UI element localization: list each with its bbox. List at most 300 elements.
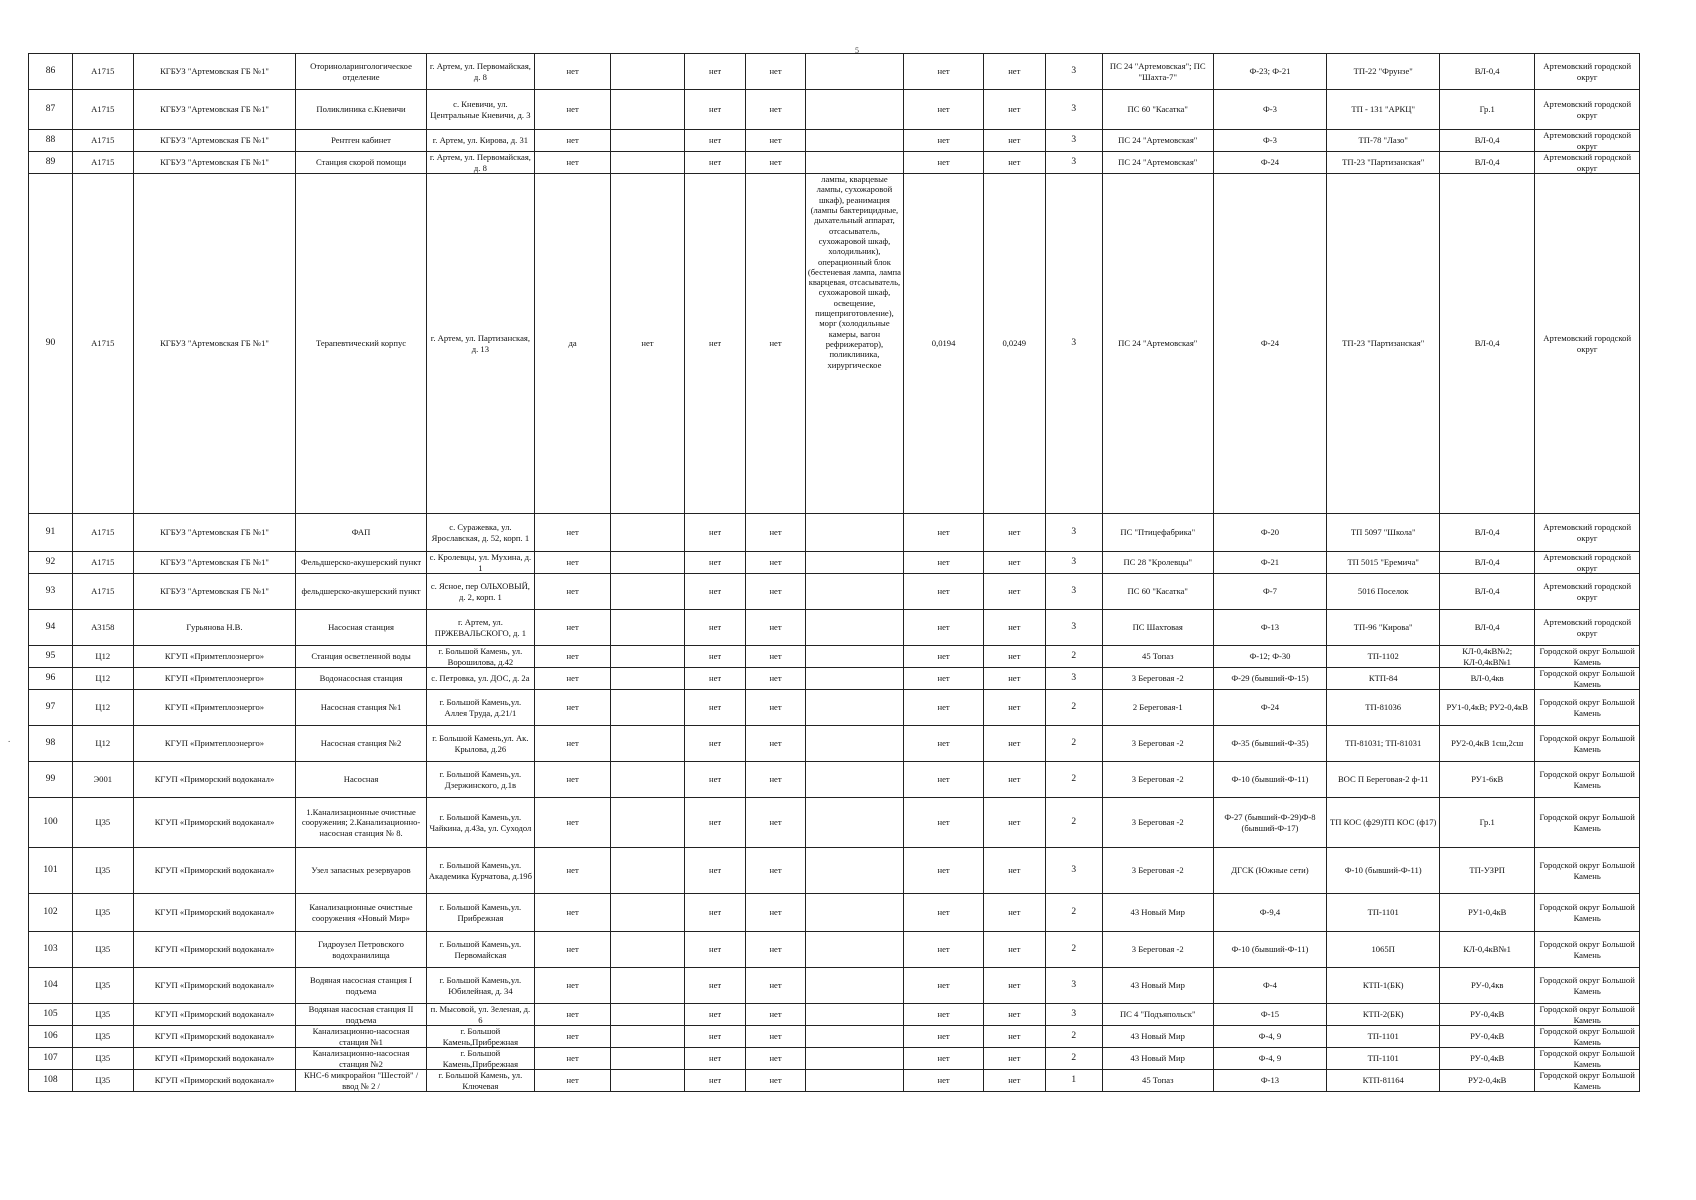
table-cell: Городской округ Большой Камень [1535, 726, 1640, 762]
table-cell [611, 90, 685, 130]
table-cell: Ф-7 [1213, 574, 1327, 610]
table-cell: КГУП «Примтеплоэнерго» [133, 668, 296, 690]
table-cell: п. Мысовой, ул. Зеленая, д. 6 [426, 1004, 535, 1026]
table-cell [805, 726, 903, 762]
table-cell [805, 54, 903, 90]
table-cell [805, 514, 903, 552]
table-cell: ТП-1101 [1327, 1048, 1440, 1070]
table-cell: 2 [1045, 932, 1102, 968]
table-cell [611, 54, 685, 90]
table-cell: нет [984, 610, 1045, 646]
table-cell: 2 [1045, 646, 1102, 668]
table-cell [805, 668, 903, 690]
table-cell: Артемовский городской округ [1535, 54, 1640, 90]
table-cell: нет [904, 152, 984, 174]
table-cell: Насосная [296, 762, 426, 798]
table-cell: КГУП «Приморский водоканал» [133, 968, 296, 1004]
table-cell: нет [904, 1026, 984, 1048]
table-cell: Ц35 [73, 848, 133, 894]
table-cell: г. Большой Камень,ул. Аллея Труда, д.21/1 [426, 690, 535, 726]
table-cell: нет [535, 152, 611, 174]
table-cell: нет [984, 726, 1045, 762]
table-cell: нет [535, 130, 611, 152]
table-row [29, 152, 1640, 174]
table-cell: нет [984, 668, 1045, 690]
table-cell [805, 690, 903, 726]
table-cell: Фельдшерско-акушерский пункт [296, 552, 426, 574]
table-cell: 86 [29, 54, 73, 90]
table-cell: нет [904, 932, 984, 968]
table-row [29, 894, 1640, 932]
table-cell [611, 552, 685, 574]
table-cell: ВЛ-0,4 [1440, 514, 1535, 552]
table-cell: Ф-15 [1213, 1004, 1327, 1026]
table-cell: Канализационно-насосная станция №2 [296, 1048, 426, 1070]
table-cell: 3 Береговая -2 [1102, 932, 1213, 968]
table-cell: ТП-1102 [1327, 646, 1440, 668]
table-row [29, 130, 1640, 152]
table-cell: нет [535, 932, 611, 968]
table-cell [611, 932, 685, 968]
table-row [29, 1048, 1640, 1070]
table-cell: A1715 [73, 174, 133, 514]
table-cell [611, 894, 685, 932]
table-cell: нет [984, 968, 1045, 1004]
table-cell: ВЛ-0,4 [1440, 610, 1535, 646]
table-cell: 2 [1045, 798, 1102, 848]
table-cell: Городской округ Большой Камень [1535, 848, 1640, 894]
table-cell: нет [684, 54, 745, 90]
table-cell [805, 574, 903, 610]
table-cell: Гурьянова Н.В. [133, 610, 296, 646]
table-cell: 3 [1045, 174, 1102, 514]
table-cell: нет [904, 668, 984, 690]
table-cell: КГУП «Приморский водоканал» [133, 894, 296, 932]
table-cell: нет [535, 690, 611, 726]
table-row [29, 932, 1640, 968]
table-cell: 1 [1045, 1070, 1102, 1092]
table-cell: 3 Береговая -2 [1102, 798, 1213, 848]
table-cell [611, 152, 685, 174]
table-cell: Городской округ Большой Камень [1535, 894, 1640, 932]
table-cell: ТП-81031; ТП-81031 [1327, 726, 1440, 762]
table-row [29, 610, 1640, 646]
table-cell: 43 Новый Мир [1102, 968, 1213, 1004]
table-cell: нет [746, 1048, 805, 1070]
table-cell: 1.Канализационные очистные сооружения; 2.Канализационно-насосная станция № 8. [296, 798, 426, 848]
table-cell: 2 [1045, 762, 1102, 798]
table-cell: нет [535, 848, 611, 894]
table-cell: Городской округ Большой Камень [1535, 762, 1640, 798]
table-cell: нет [684, 646, 745, 668]
table-cell: г. Большой Камень,ул. Первомайская [426, 932, 535, 968]
table-cell: 90 [29, 174, 73, 514]
table-cell: КГБУЗ "Артемовская ГБ №1" [133, 574, 296, 610]
table-row [29, 552, 1640, 574]
table-cell: фельдшерско-акушерский пункт [296, 574, 426, 610]
table-cell: Городской округ Большой Камень [1535, 646, 1640, 668]
table-row [29, 1026, 1640, 1048]
table-cell: 3 Береговая -2 [1102, 668, 1213, 690]
table-cell: A1715 [73, 574, 133, 610]
table-cell: нет [746, 668, 805, 690]
table-row [29, 574, 1640, 610]
table-cell: нет [746, 90, 805, 130]
table-cell: нет [684, 90, 745, 130]
table-cell: 2 [1045, 894, 1102, 932]
table-cell: нет [746, 1004, 805, 1026]
table-cell: Ф-24 [1213, 690, 1327, 726]
table-cell: нет [904, 552, 984, 574]
table-cell: Гр.1 [1440, 90, 1535, 130]
table-cell: нет [904, 968, 984, 1004]
table-cell: 101 [29, 848, 73, 894]
table-cell: г. Артем, ул. Кирова, д. 31 [426, 130, 535, 152]
table-cell: Водонасосная станция [296, 668, 426, 690]
table-cell: ВЛ-0,4 [1440, 130, 1535, 152]
table-cell: Артемовский городской округ [1535, 552, 1640, 574]
table-cell: нет [535, 1004, 611, 1026]
table-cell: A1715 [73, 90, 133, 130]
table-cell: КГУП «Приморский водоканал» [133, 1070, 296, 1092]
table-cell: ПС 60 "Касатка" [1102, 90, 1213, 130]
table-cell: нет [684, 668, 745, 690]
table-cell: нет [535, 90, 611, 130]
table-cell: 1065П [1327, 932, 1440, 968]
table-cell: нет [904, 574, 984, 610]
table-cell: КГУП «Приморский водоканал» [133, 762, 296, 798]
table-cell: нет [904, 762, 984, 798]
table-cell: Ц12 [73, 668, 133, 690]
table-cell: ВЛ-0,4 [1440, 174, 1535, 514]
table-cell: Э001 [73, 762, 133, 798]
table-cell: КГУП «Приморский водоканал» [133, 1004, 296, 1026]
table-cell: Ф-12; Ф-30 [1213, 646, 1327, 668]
table-cell: ТП-22 "Фрунзе" [1327, 54, 1440, 90]
table-cell: Ф-10 (бывший-Ф-11) [1213, 932, 1327, 968]
table-cell [611, 668, 685, 690]
table-cell: нет [535, 726, 611, 762]
table-cell: РУ2-0,4кВ [1440, 1070, 1535, 1092]
table-cell: Ф-20 [1213, 514, 1327, 552]
table-cell: нет [984, 152, 1045, 174]
table-cell: 92 [29, 552, 73, 574]
table-cell [611, 968, 685, 1004]
table-cell [805, 848, 903, 894]
table-cell: нет [535, 552, 611, 574]
margin-dot: . [8, 734, 11, 744]
table-cell: нет [904, 726, 984, 762]
table-cell: ТП-23 "Партизанская" [1327, 152, 1440, 174]
table-cell: Артемовский городской округ [1535, 514, 1640, 552]
table-row [29, 174, 1640, 514]
table-cell: нет [746, 762, 805, 798]
table-cell: КГБУЗ "Артемовская ГБ №1" [133, 174, 296, 514]
table-cell: нет [984, 1004, 1045, 1026]
table-cell: 3 [1045, 668, 1102, 690]
table-cell: Оториноларингологическое отделение [296, 54, 426, 90]
table-cell: КТП-1(БК) [1327, 968, 1440, 1004]
table-cell: нет [746, 610, 805, 646]
table-cell: Ц35 [73, 894, 133, 932]
table-cell [611, 646, 685, 668]
table-cell: нет [535, 1048, 611, 1070]
table-cell [611, 726, 685, 762]
table-cell: Городской округ Большой Камень [1535, 968, 1640, 1004]
table-cell [611, 1070, 685, 1092]
table-cell: нет [535, 54, 611, 90]
table-cell: нет [684, 552, 745, 574]
table-cell: нет [904, 1004, 984, 1026]
table-cell: КГБУЗ "Артемовская ГБ №1" [133, 90, 296, 130]
table-cell: 43 Новый Мир [1102, 1026, 1213, 1048]
table-cell: Канализационно-насосная станция №1 [296, 1026, 426, 1048]
table-cell: нет [746, 690, 805, 726]
table-cell: 100 [29, 798, 73, 848]
table-cell: нет [684, 894, 745, 932]
table-cell: 87 [29, 90, 73, 130]
table-cell: нет [684, 130, 745, 152]
table-cell: РУ1-0,4кВ; РУ2-0,4кВ [1440, 690, 1535, 726]
table-cell: г. Артем, ул. Партизанская, д. 13 [426, 174, 535, 514]
table-cell: 2 [1045, 726, 1102, 762]
table-cell: с. Петровка, ул. ДОС, д. 2а [426, 668, 535, 690]
table-cell: КГУП «Приморский водоканал» [133, 1026, 296, 1048]
table-cell: A3158 [73, 610, 133, 646]
table-cell: Ф-10 (бывший-Ф-11) [1213, 762, 1327, 798]
table-cell: нет [535, 610, 611, 646]
table-cell: Рентген кабинет [296, 130, 426, 152]
table-cell: ВЛ-0,4 [1440, 152, 1535, 174]
table-cell: ТП - 131 "АРКЦ" [1327, 90, 1440, 130]
table-cell [611, 848, 685, 894]
table-cell: ТП-81036 [1327, 690, 1440, 726]
table-cell: Ф-24 [1213, 174, 1327, 514]
table-cell: 3 Береговая -2 [1102, 726, 1213, 762]
table-cell: Ф-4, 9 [1213, 1026, 1327, 1048]
table-cell: нет [904, 798, 984, 848]
table-cell [611, 1048, 685, 1070]
table-cell [611, 574, 685, 610]
table-cell: Терапевтический корпус [296, 174, 426, 514]
table-cell [805, 894, 903, 932]
table-cell: ПС 60 "Касатка" [1102, 574, 1213, 610]
table-cell: 3 Береговая -2 [1102, 762, 1213, 798]
table-cell: 96 [29, 668, 73, 690]
table-cell [805, 798, 903, 848]
table-cell: Поликлиника с.Кневичи [296, 90, 426, 130]
table-cell: г. Большой Камень,Прибрежная [426, 1048, 535, 1070]
table-cell: Ф-13 [1213, 1070, 1327, 1092]
table-cell [805, 90, 903, 130]
table-cell: нет [535, 894, 611, 932]
table-cell: нет [904, 1070, 984, 1092]
table-cell: нет [746, 894, 805, 932]
table-cell: нет [684, 798, 745, 848]
table-cell: 2 Береговая-1 [1102, 690, 1213, 726]
table-cell: 89 [29, 152, 73, 174]
table-cell: КНС-6 микрорайон "Шестой" / ввод № 2 / [296, 1070, 426, 1092]
table-cell: нет [904, 54, 984, 90]
table-cell: 108 [29, 1070, 73, 1092]
table-cell [805, 552, 903, 574]
table-cell: нет [684, 690, 745, 726]
table-cell: 3 [1045, 968, 1102, 1004]
table-cell: Ц35 [73, 1048, 133, 1070]
table-cell: нет [904, 90, 984, 130]
table-cell: нет [984, 798, 1045, 848]
table-cell: нет [904, 690, 984, 726]
table-cell: Артемовский городской округ [1535, 90, 1640, 130]
table-cell: нет [684, 1004, 745, 1026]
table-cell: нет [684, 1026, 745, 1048]
table-cell: нет [984, 1070, 1045, 1092]
table-cell: г. Артем, ул. Первомайская, д. 8 [426, 54, 535, 90]
table-cell: ДГСК (Южные сети) [1213, 848, 1327, 894]
table-cell: 3 [1045, 90, 1102, 130]
table-cell: нет [746, 798, 805, 848]
table-row [29, 726, 1640, 762]
table-cell: нет [904, 894, 984, 932]
table-cell: 2 [1045, 690, 1102, 726]
table-cell: КТП-84 [1327, 668, 1440, 690]
table-cell: Насосная станция [296, 610, 426, 646]
table-cell: нет [904, 610, 984, 646]
table-cell: 98 [29, 726, 73, 762]
page-number-mark: 5 [855, 46, 859, 55]
table-cell: г. Большой Камень,Прибрежная [426, 1026, 535, 1048]
table-cell: нет [746, 726, 805, 762]
table-cell: 5016 Поселок [1327, 574, 1440, 610]
table-cell: РУ-0,4кВ [1440, 1048, 1535, 1070]
table-cell: ВЛ-0,4 [1440, 54, 1535, 90]
table-cell: нет [984, 574, 1045, 610]
table-cell [805, 610, 903, 646]
table-cell: РУ-0,4кВ [1440, 1026, 1535, 1048]
table-cell: Ф-29 (бывший-Ф-15) [1213, 668, 1327, 690]
table-cell: нет [746, 130, 805, 152]
table-cell: Ц12 [73, 690, 133, 726]
table-cell: 91 [29, 514, 73, 552]
table-cell: нет [904, 646, 984, 668]
table-body [29, 54, 1640, 1092]
table-cell: г. Артем, ул. ПРЖЕВАЛЬСКОГО, д. 1 [426, 610, 535, 646]
table-cell: Ф-4 [1213, 968, 1327, 1004]
table-cell: Ф-3 [1213, 90, 1327, 130]
table-cell [611, 610, 685, 646]
table-cell: 3 [1045, 610, 1102, 646]
table-cell: нет [611, 174, 685, 514]
table-cell: нет [535, 1070, 611, 1092]
table-cell: 106 [29, 1026, 73, 1048]
table-cell: Канализационные очистные сооружения «Новый Мир» [296, 894, 426, 932]
table-cell: нет [984, 552, 1045, 574]
table-cell: 43 Новый Мир [1102, 894, 1213, 932]
table-cell: КГБУЗ "Артемовская ГБ №1" [133, 552, 296, 574]
table-cell: ТП КОС (ф29)ТП КОС (ф17) [1327, 798, 1440, 848]
table-cell [805, 646, 903, 668]
table-cell: нет [746, 552, 805, 574]
table-cell: г. Большой Камень,ул. Дзержинского, д.1в [426, 762, 535, 798]
table-cell: 3 [1045, 54, 1102, 90]
table-cell: ВЛ-0,4 [1440, 574, 1535, 610]
table-row [29, 798, 1640, 848]
table-cell: Городской округ Большой Камень [1535, 932, 1640, 968]
table-cell: нет [684, 152, 745, 174]
table-cell: г. Большой Камень,ул. Академика Курчатова, д.19б [426, 848, 535, 894]
table-row [29, 968, 1640, 1004]
cell-overflow-text: лампы, кварцевые лампы, сухожаровой шкаф), реанимация (лампы бактерицидные, дыхательный аппарат, отсасыватель, сухожаровой шкаф, холодильник), операционный блок (бестеневая лампа, лампа кварцевая, отсасыватель, сухожаровой шкаф, освещение, пищеприготовление), морг (холодильные камеры, вагон рефрижератор), поликлиника, хирургическое [807, 174, 901, 370]
table-cell: Ф-3 [1213, 130, 1327, 152]
table-cell: нет [984, 894, 1045, 932]
table-cell: Станция осветленной воды [296, 646, 426, 668]
table-cell: ВОС П Береговая-2 ф-11 [1327, 762, 1440, 798]
table-cell: Ф-9,4 [1213, 894, 1327, 932]
table-cell: КГУП «Приморский водоканал» [133, 848, 296, 894]
table-cell: нет [684, 514, 745, 552]
table-cell: нет [684, 848, 745, 894]
table-row [29, 690, 1640, 726]
table-cell: нет [684, 762, 745, 798]
table-cell: 0,0249 [984, 174, 1045, 514]
table-cell: нет [984, 762, 1045, 798]
table-cell: нет [684, 726, 745, 762]
table-cell: РУ1-0,4кВ [1440, 894, 1535, 932]
table-cell: ТП-78 "Лазо" [1327, 130, 1440, 152]
table-cell: Насосная станция №2 [296, 726, 426, 762]
table-cell: г. Большой Камень, ул. Ворошилова, д.42 [426, 646, 535, 668]
table-cell: 3 [1045, 848, 1102, 894]
table-cell: Ц12 [73, 726, 133, 762]
table-cell: 107 [29, 1048, 73, 1070]
table-cell: 0,0194 [904, 174, 984, 514]
table-cell: Ц35 [73, 968, 133, 1004]
table-cell: 102 [29, 894, 73, 932]
table-cell: 3 [1045, 130, 1102, 152]
table-cell: Артемовский городской округ [1535, 152, 1640, 174]
table-cell [611, 130, 685, 152]
table-cell: 103 [29, 932, 73, 968]
table-cell: г. Артем, ул. Первомайская, д. 8 [426, 152, 535, 174]
table-cell: 3 Береговая -2 [1102, 848, 1213, 894]
table-cell: Ф-21 [1213, 552, 1327, 574]
table-cell: РУ1-6кВ [1440, 762, 1535, 798]
table-cell: нет [746, 1026, 805, 1048]
table-cell: нет [984, 1026, 1045, 1048]
table-cell: ФАП [296, 514, 426, 552]
table-cell: Ц35 [73, 798, 133, 848]
table-cell [611, 514, 685, 552]
table-cell: КГУП «Примтеплоэнерго» [133, 690, 296, 726]
table-cell: Городской округ Большой Камень [1535, 798, 1640, 848]
table-cell: Насосная станция №1 [296, 690, 426, 726]
table-cell: ПС 24 "Артемовская" [1102, 152, 1213, 174]
table-cell: A1715 [73, 130, 133, 152]
table-cell: A1715 [73, 152, 133, 174]
table-cell [805, 1004, 903, 1026]
data-table [28, 53, 1640, 1092]
table-cell: Ф-24 [1213, 152, 1327, 174]
table-cell: ТП 5015 "Еремича" [1327, 552, 1440, 574]
table-cell: 99 [29, 762, 73, 798]
table-cell: Городской округ Большой Камень [1535, 690, 1640, 726]
table-cell: нет [904, 514, 984, 552]
table-cell [805, 1048, 903, 1070]
table-cell: нет [746, 646, 805, 668]
table-cell: ТП 5097 "Школа" [1327, 514, 1440, 552]
table-cell: нет [984, 646, 1045, 668]
table-cell: 93 [29, 574, 73, 610]
